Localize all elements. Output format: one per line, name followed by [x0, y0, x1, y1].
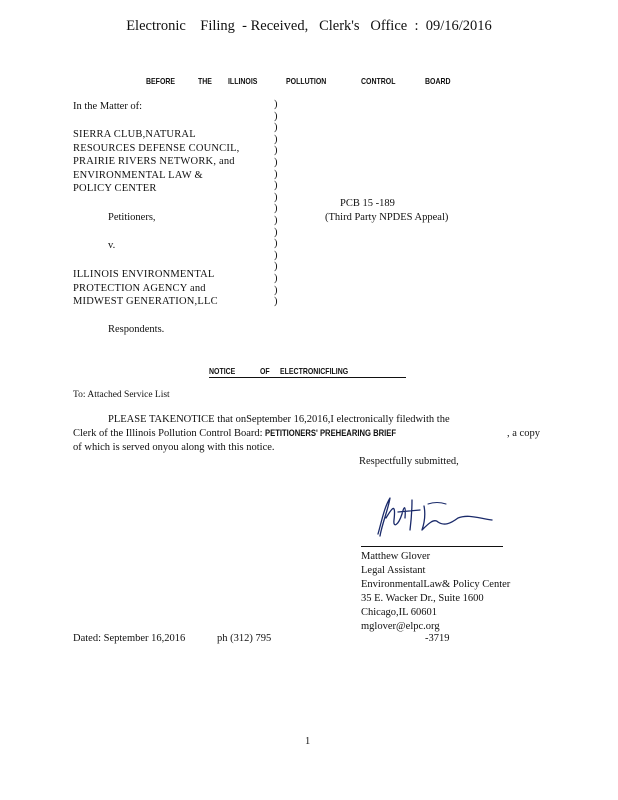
- brief-title: PETITIONERS' PREHEARING BRIEF: [265, 428, 397, 438]
- petitioners-label: Petitioners,: [108, 212, 156, 223]
- notice-word-notice: NOTICE: [209, 366, 236, 376]
- respondent-names: [73, 268, 218, 309]
- heading-pollution: POLLUTION: [286, 76, 327, 86]
- paren: ): [274, 110, 278, 122]
- signer-title: Legal Assistant: [361, 564, 426, 576]
- dated-line: Dated: September 16,2016: [73, 633, 186, 644]
- paren: ): [274, 191, 278, 203]
- closing-respectfully: Respectfully submitted,: [359, 456, 459, 467]
- handwritten-signature: [368, 490, 498, 542]
- paren: ): [274, 122, 278, 134]
- body-line-2: [73, 428, 419, 439]
- signer-email: mglover@elpc.org: [361, 620, 440, 632]
- petitioner-line: SIERRA CLUB,NATURAL: [73, 129, 196, 140]
- paren: ): [274, 261, 278, 273]
- heading-the: THE: [198, 76, 212, 86]
- body-line-3: of which is served onyou along with this notice.: [73, 442, 275, 453]
- caption-paren-column: [274, 99, 278, 308]
- signature-line: [361, 546, 503, 547]
- paren: ): [274, 180, 278, 192]
- in-the-matter: In the Matter of:: [73, 101, 143, 112]
- heading-control: CONTROL: [361, 76, 396, 86]
- heading-before: BEFORE: [146, 76, 176, 86]
- paren: ): [274, 226, 278, 238]
- petitioner-line: PRAIRIE RIVERS NETWORK, and: [73, 156, 235, 168]
- paren: ): [274, 99, 278, 110]
- paren: ): [274, 133, 278, 145]
- phone-prefix: ph (312) 795: [217, 633, 272, 644]
- notice-word-electronic-filing: ELECTRONICFILING: [280, 366, 349, 376]
- respondent-line: ILLINOIS ENVIRONMENTAL: [73, 269, 215, 280]
- to-service-list: To: Attached Service List: [73, 390, 170, 400]
- paren: ): [274, 249, 278, 261]
- heading-board: BOARD: [425, 76, 451, 86]
- case-number: PCB 15 -189: [340, 198, 395, 209]
- notice-word-of: OF: [260, 366, 270, 376]
- respondent-line: PROTECTION AGENCY and: [73, 282, 206, 294]
- versus: v.: [108, 240, 116, 251]
- paren: ): [274, 296, 278, 308]
- paren: ): [274, 238, 278, 250]
- paren: ): [274, 272, 278, 284]
- body-line-1: PLEASE TAKENOTICE that onSeptember 16,2016,I electronically filedwith the: [108, 414, 450, 425]
- paren: ): [274, 284, 278, 296]
- paren: ): [274, 156, 278, 168]
- respondent-line: MIDWEST GENERATION,LLC: [73, 296, 218, 308]
- filing-stamp-header: Electronic Filing - Received, Clerk's Office : 09/16/2016: [126, 18, 492, 34]
- body-line-2-text: Clerk of the Illinois Pollution Control Board:: [73, 428, 263, 439]
- signer-city: Chicago,IL 60601: [361, 606, 438, 618]
- paren: ): [274, 214, 278, 226]
- signer-organization: EnvironmentalLaw& Policy Center: [361, 578, 511, 590]
- case-type: (Third Party NPDES Appeal): [325, 212, 449, 223]
- heading-illinois: ILLINOIS: [228, 76, 258, 86]
- respondents-label: Respondents.: [108, 324, 165, 335]
- signer-street: 35 E. Wacker Dr., Suite 1600: [361, 592, 484, 604]
- page-number: 1: [305, 736, 311, 747]
- petitioner-line: RESOURCES DEFENSE COUNCIL,: [73, 142, 240, 154]
- signature-block: [361, 550, 510, 633]
- body-line-2-end: , a copy: [507, 428, 540, 439]
- petitioner-names: [73, 128, 240, 196]
- phone-suffix: -3719: [425, 633, 450, 644]
- petitioner-line: ENVIRONMENTAL LAW &: [73, 169, 203, 181]
- paren: ): [274, 145, 278, 157]
- signer-name: Matthew Glover: [361, 551, 431, 562]
- notice-title-underline: [209, 377, 406, 378]
- paren: ): [274, 203, 278, 215]
- paren: ): [274, 168, 278, 180]
- petitioner-line: POLICY CENTER: [73, 183, 157, 195]
